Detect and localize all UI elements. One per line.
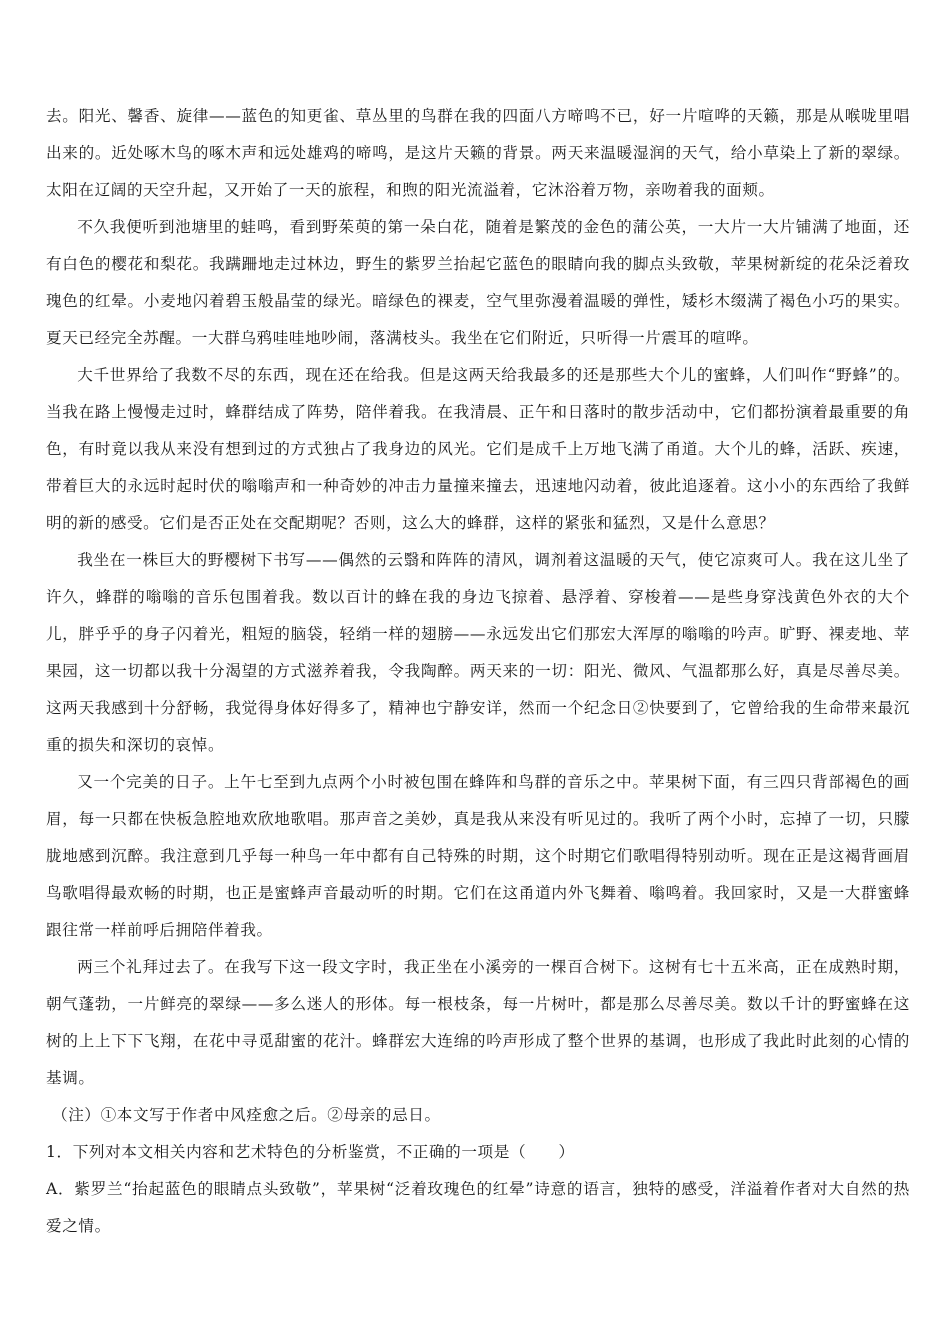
passage-paragraph-6: 两三个礼拜过去了。在我写下这一段文字时，我正坐在小溪旁的一棵百合树下。这树有七十五米高，正在成熟时期，朝气蓬勃，一片鲜亮的翠绿——多么迷人的形体。每一根枝条，每一片树叶，都是那么尽善尽美。数以千计的野蜜蜂在这树的上上下下飞翔，在花中寻觅甜蜜的花汁。蜂群宏大连绵的吟声形成了整个世界的基调，也形成了我此时此刻的心情的基调。 <box>46 958 910 1087</box>
passage-paragraph-3: 大千世界给了我数不尽的东西，现在还在给我。但是这两天给我最多的还是那些大个儿的蜜蜂，人们叫作“野蜂”的。当我在路上慢慢走过时，蜂群结成了阵势，陪伴着我。在我清晨、正午和日落时的散步活动中，它们都扮演着最重要的角色，有时竟以我从来没有想到过的方式独占了我身边的风光。它们是成千上万地飞满了甬道。大个儿的蜂，活跃、疾速，带着巨大的永远时起时伏的嗡嗡声和一种奇妙的冲击力量撞来撞去，迅速地闪动着，彼此追逐着。这小小的东西给了我鲜明的新的感受。它们是否正处在交配期呢？否则，这么大的蜂群，这样的紧张和猛烈，又是什么意思？ <box>46 366 910 532</box>
passage-paragraph-4: 我坐在一株巨大的野樱树下书写——偶然的云翳和阵阵的清风，调剂着这温暖的天气，使它凉爽可人。我在这儿坐了许久，蜂群的嗡嗡的音乐包围着我。数以百计的蜂在我的身边飞掠着、悬浮着、穿梭着——是些身穿浅黄色外衣的大个儿，胖乎乎的身子闪着光，粗短的脑袋，轻绡一样的翅膀——永远发出它们那宏大浑厚的嗡嗡的吟声。旷野、裸麦地、苹果园，这一切都以我十分渴望的方式滋养着我，令我陶醉。两天来的一切：阳光、微风、气温都那么好，真是尽善尽美。这两天我感到十分舒畅，我觉得身体好得多了，精神也宁静安详，然而一个纪念日②快要到了，它曾给我的生命带来最沉重的损失和深切的哀悼。 <box>46 551 910 754</box>
document-page <box>46 98 910 1245</box>
question-stem: 1．下列对本文相关内容和艺术特色的分析鉴赏，不正确的一项是（ ） <box>46 1143 575 1161</box>
passage-paragraph-2: 不久我便听到池塘里的蛙鸣，看到野茱萸的第一朵白花，随着是繁茂的金色的蒲公英，一大片一大片铺满了地面，还有白色的樱花和梨花。我蹒跚地走过林边，野生的紫罗兰抬起它蓝色的眼睛向我的脚点头致敬，苹果树新绽的花朵泛着玫瑰色的红晕。小麦地闪着碧玉般晶莹的绿光。暗绿色的裸麦，空气里弥漫着温暖的弹性，矮杉木缀满了褐色小巧的果实。夏天已经完全苏醒。一大群乌鸦哇哇地吵闹，落满枝头。我坐在它们附近，只听得一片震耳的喧哗。 <box>46 218 910 347</box>
passage-paragraph-5: 又一个完美的日子。上午七至到九点两个小时被包围在蜂阵和鸟群的音乐之中。苹果树下面，有三四只背部褐色的画眉，每一只都在快板急腔地欢欣地歌唱。那声音之美妙，真是我从来没有听见过的。我听了两个小时，忘掉了一切，只朦胧地感到沉醉。我注意到几乎每一种鸟一年中都有自己特殊的时期，这个时期它们歌唱得特别动听。现在正是这褐背画眉鸟歌唱得最欢畅的时期，也正是蜜蜂声音最动听的时期。它们在这甬道内外飞舞着、嗡鸣着。我回家时，又是一大群蜜蜂跟往常一样前呼后拥陪伴着我。 <box>46 773 910 939</box>
passage-paragraph-1: 去。阳光、馨香、旋律——蓝色的知更雀、草丛里的鸟群在我的四面八方啼鸣不已，好一片喧哗的天籁，那是从喉咙里唱出来的。近处啄木鸟的啄木声和远处雄鸡的啼鸣，是这片天籁的背景。两天来温暖湿润的天气，给小草染上了新的翠绿。太阳在辽阔的天空升起，又开始了一天的旅程，和煦的阳光流溢着，它沐浴着万物，亲吻着我的面颊。 <box>46 107 910 199</box>
footnote: （注）①本文写于作者中风痊愈之后。②母亲的忌日。 <box>52 1106 441 1124</box>
question-option-a: A．紫罗兰“抬起蓝色的眼睛点头致敬”，苹果树“泛着玫瑰色的红晕”诗意的语言，独特的感受，洋溢着作者对大自然的热爱之情。 <box>46 1180 910 1235</box>
